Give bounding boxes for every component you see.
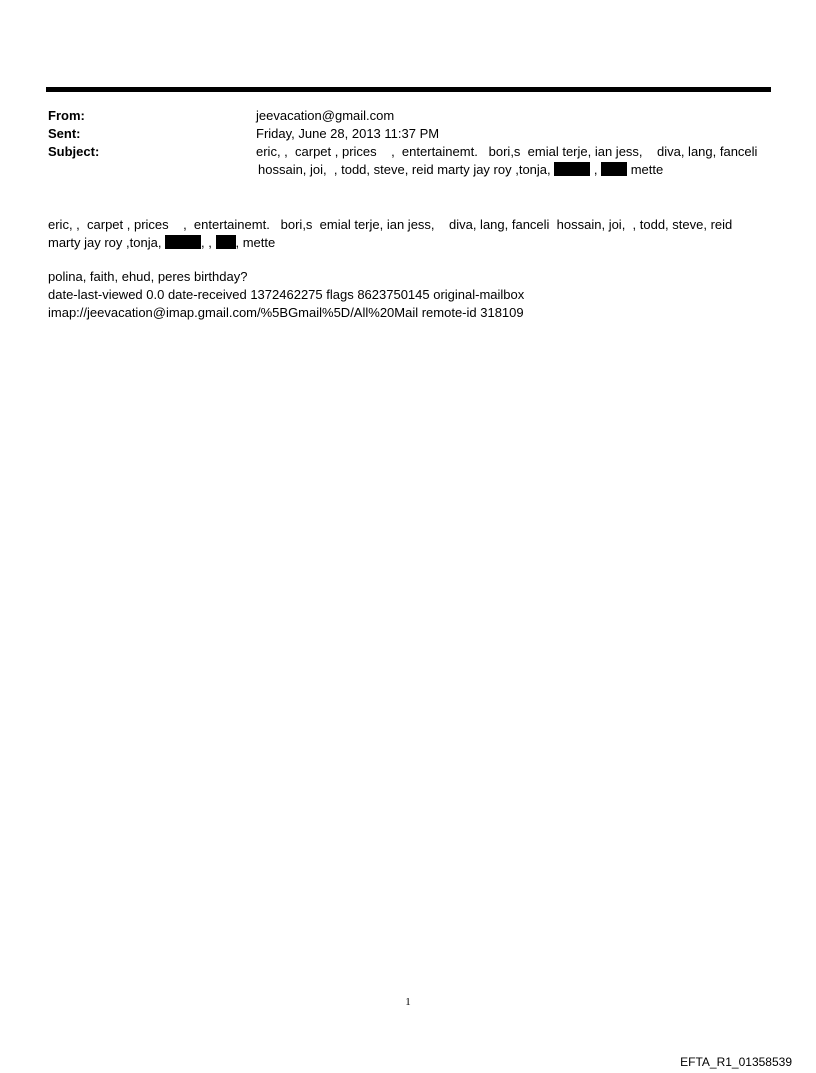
sent-row bbox=[48, 125, 772, 143]
body-line-3: polina, faith, ehud, peres birthday? bbox=[48, 269, 248, 284]
body-line-2-text-c: , mette bbox=[235, 235, 276, 250]
body-line-2-text-b: , , bbox=[201, 235, 216, 250]
paragraph-spacer bbox=[48, 252, 772, 268]
redaction-block bbox=[165, 235, 201, 249]
subject-line-1: eric, , carpet , prices , entertainemt. bori,s emial terje, ian jess, diva, lang, fanceli bbox=[256, 144, 758, 159]
sent-value: Friday, June 28, 2013 11:37 PM bbox=[256, 126, 440, 141]
from-label: From: bbox=[48, 108, 85, 123]
body-line-2 bbox=[48, 234, 772, 252]
page-number: 1 bbox=[405, 996, 411, 1008]
redaction-block bbox=[554, 162, 590, 176]
email-header bbox=[48, 107, 772, 179]
subject-label: Subject: bbox=[48, 144, 100, 159]
redaction-block bbox=[216, 235, 236, 249]
subject-value bbox=[256, 143, 772, 179]
document-id: EFTA_R1_01358539 bbox=[680, 1055, 792, 1069]
subject-line-2-text-c: mette bbox=[627, 162, 664, 177]
subject-row bbox=[48, 143, 772, 179]
body-line-1: eric, , carpet , prices , entertainemt. bori,s emial terje, ian jess, diva, lang, fanceli hossain, joi, , todd, steve, reid bbox=[48, 217, 733, 232]
subject-line-2-text-b: , bbox=[590, 162, 602, 177]
sent-label: Sent: bbox=[48, 126, 81, 141]
subject-line-2-text-a: hossain, joi, , todd, steve, reid marty jay roy ,tonja, bbox=[258, 162, 555, 177]
from-row bbox=[48, 107, 772, 125]
from-value: jeevacation@gmail.com bbox=[256, 108, 395, 123]
header-divider bbox=[46, 87, 771, 92]
subject-line-2 bbox=[256, 161, 772, 179]
body-line-5: imap://jeevacation@imap.gmail.com/%5BGmail%5D/All%20Mail remote-id 318109 bbox=[48, 305, 524, 320]
redaction-block bbox=[601, 162, 627, 176]
body-line-2-text-a: marty jay roy ,tonja, bbox=[48, 235, 166, 250]
email-body bbox=[48, 216, 772, 322]
body-line-4: date-last-viewed 0.0 date-received 1372462275 flags 8623750145 original-mailbox bbox=[48, 287, 525, 302]
